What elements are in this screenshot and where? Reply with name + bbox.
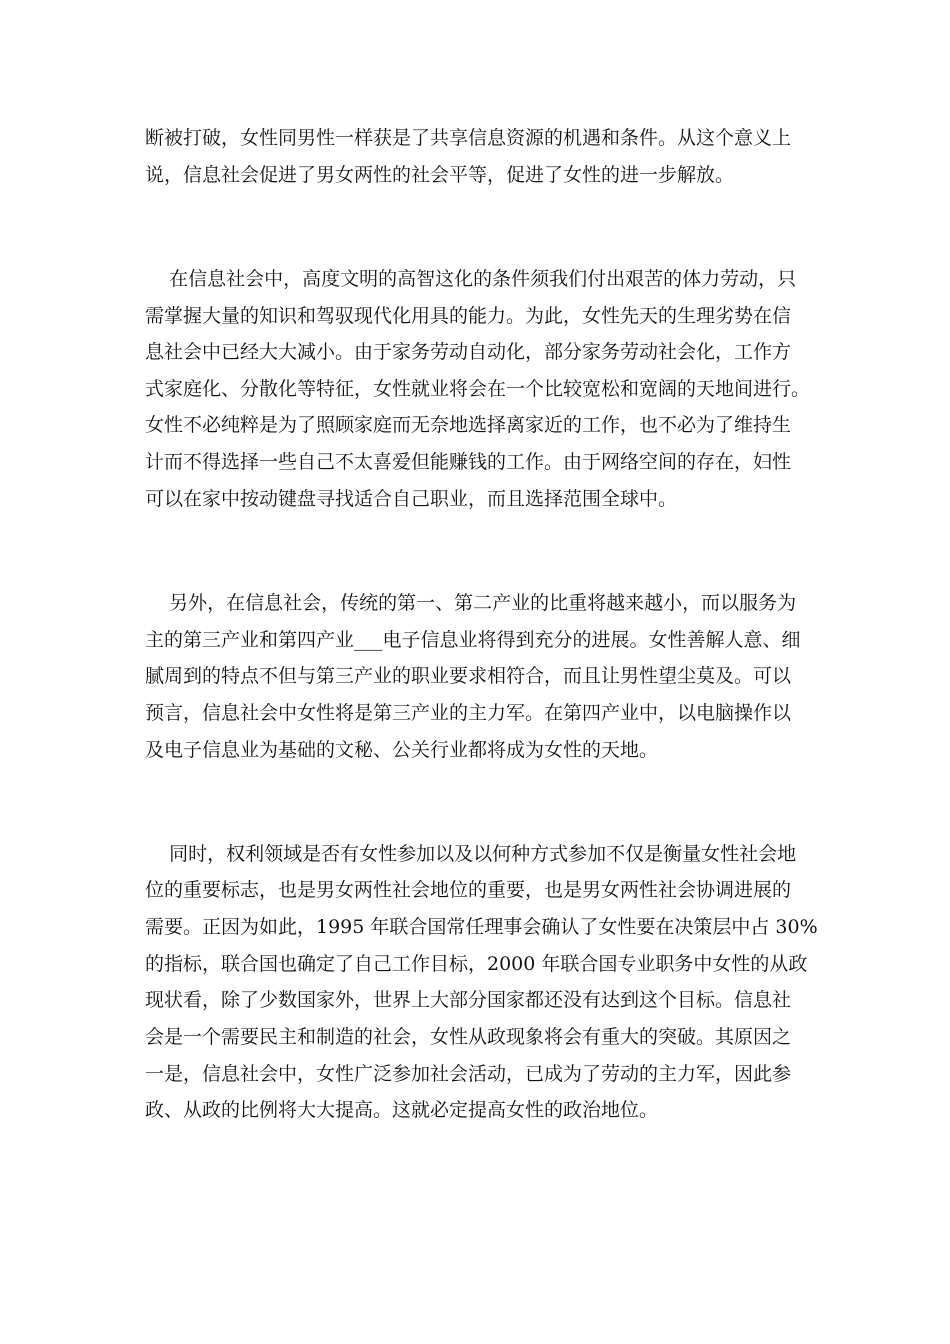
paragraph-3-line-5: 及电子信息业为基础的文秘、公关行业都将成为女性的天地。 bbox=[145, 739, 659, 761]
paragraph-4-line-7: 一是，信息社会中，女性广泛参加社会活动，已成为了劳动的主力军，因此参 bbox=[145, 1063, 792, 1085]
paragraph-3-line-3: 腻周到的特点不但与第三产业的职业要求相符合，而且让男性望尘莫及。可以 bbox=[145, 665, 792, 687]
paragraph-2-line-2: 需掌握大量的知识和驾驭现代化用具的能力。为此，女性先天的生理劣势在信 bbox=[145, 305, 792, 327]
paragraph-3-line-1: 另外，在信息社会，传统的第一、第二产业的比重将越来越小，而以服务为 bbox=[145, 592, 797, 614]
paragraph-3-line-4: 预言，信息社会中女性将是第三产业的主力军。在第四产业中，以电脑操作以 bbox=[145, 702, 792, 724]
paragraph-2-line-4: 式家庭化、分散化等特征，女性就业将会在一个比较宽松和宽阔的天地间进行。 bbox=[145, 378, 811, 400]
paragraph-2-line-1: 在信息社会中，高度文明的高智这化的条件须我们付出艰苦的体力劳动，只 bbox=[145, 268, 797, 290]
paragraph-4-line-1: 同时，权利领域是否有女性参加以及以何种方式参加不仅是衡量女性社会地 bbox=[145, 843, 797, 865]
paragraph-1-line-1: 断被打破，女性同男性一样获是了共享信息资源的机遇和条件。从这个意义上 bbox=[145, 127, 792, 149]
paragraph-4-line-3: 需要。正因为如此，1995 年联合国常任理事会确认了女性要在决策层中占 30% bbox=[145, 916, 818, 938]
paragraph-4-line-6: 会是一个需要民主和制造的社会，女性从政现象将会有重大的突破。其原因之 bbox=[145, 1026, 792, 1048]
paragraph-4-line-5: 现状看，除了少数国家外，世界上大部分国家都还没有达到这个目标。信息社 bbox=[145, 989, 792, 1011]
paragraph-4-line-4: 的指标，联合国也确定了自己工作目标，2000 年联合国专业职务中女性的从政 bbox=[145, 953, 808, 975]
paragraph-1-line-2: 说，信息社会促进了男女两性的社会平等，促进了女性的进一步解放。 bbox=[145, 164, 735, 186]
paragraph-2-line-3: 息社会中已经大大减小。由于家务劳动自动化，部分家务劳动社会化，工作方 bbox=[145, 341, 792, 363]
paragraph-4-line-8: 政、从政的比例将大大提高。这就必定提高女性的政治地位。 bbox=[145, 1099, 659, 1121]
paragraph-3-line-2: 主的第三产业和第四产业___电子信息业将得到充分的进展。女性善解人意、细 bbox=[145, 629, 801, 651]
paragraph-4-line-2: 位的重要标志，也是男女两性社会地位的重要，也是男女两性社会协调进展的 bbox=[145, 879, 792, 901]
paragraph-2-line-5: 女性不必纯粹是为了照顾家庭而无奈地选择离家近的工作，也不必为了维持生 bbox=[145, 414, 792, 436]
paragraph-2-line-7: 可以在家中按动键盘寻找适合自己职业，而且选择范围全球中。 bbox=[145, 488, 678, 510]
paragraph-2-line-6: 计而不得选择一些自己不太喜爱但能赚钱的工作。由于网络空间的存在，妇性 bbox=[145, 451, 792, 473]
